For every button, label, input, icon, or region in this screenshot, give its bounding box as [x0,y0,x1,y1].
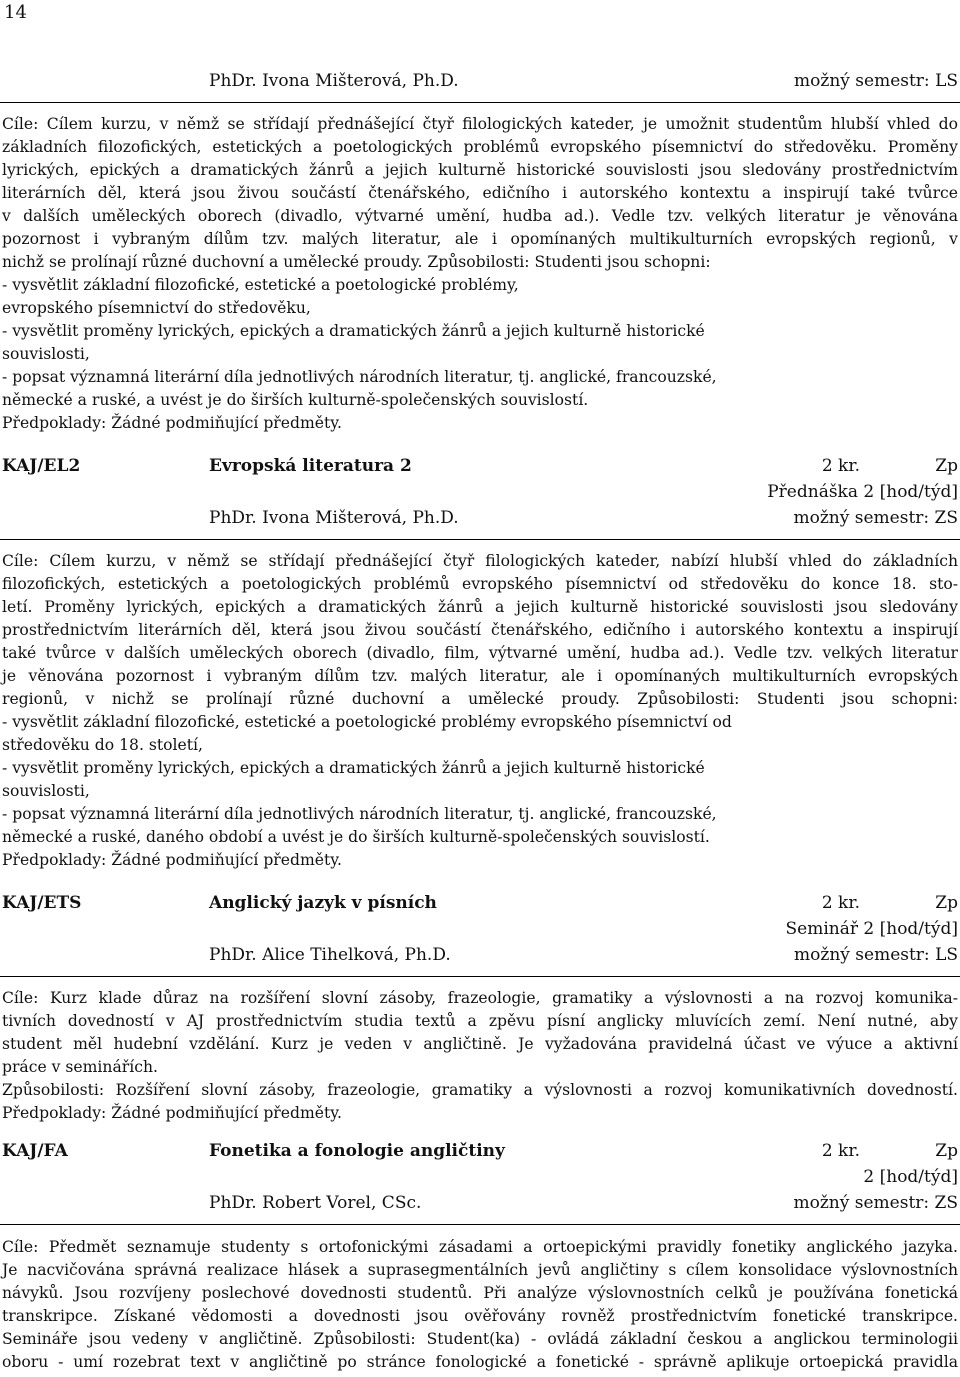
course-code: KAJ/ETS [2,893,82,913]
course-type: Zp [935,456,958,476]
course-credits: 2 kr. [821,893,860,913]
instructor-name: PhDr. Ivona Mišterová, Ph.D. [209,71,459,91]
course-hours: Seminář 2 [hod/týd] [785,919,958,939]
page-number: 14 [4,2,27,23]
text-line: středověku do 18. století, [2,736,203,754]
course-title: Anglický jazyk v písních [209,893,437,913]
instructor-name: PhDr. Alice Tihelková, Ph.D. [209,945,451,965]
text-line: transkripce. Získané vědomosti a dovednosti jsou ověřovány rovněž prostřednictvím fonetické transkripce. [2,1307,958,1325]
course-credits: 2 kr. [821,456,860,476]
text-line: Cíle: Cílem kurzu, v němž se střídají přednášející čtyř filologických kateder, je umožnit studentům hlubší vhled do [2,115,958,133]
instructor-name: PhDr. Robert Vorel, CSc. [209,1193,422,1213]
divider [0,1224,960,1225]
text-line: - vysvětlit základní filozofické, estetické a poetologické problémy, [2,276,519,294]
text-line: v dalších uměleckých oborech (divadlo, výtvarné umění, hudba ad.). Vedle tzv. velkých literatur je věnována [2,207,958,225]
course-type: Zp [935,1141,958,1161]
text-line: - vysvětlit proměny lyrických, epických a dramatických žánrů a jejich kulturně historické [2,322,705,340]
course-description [2,1236,958,1374]
semester-label: možný semestr: ZS [793,1193,958,1213]
instructor-row [209,1193,958,1213]
text-line: práce v seminářích. [2,1058,158,1076]
text-line: souvislosti, [2,345,90,363]
text-line: návyků. Jsou rozvíjeny poslechové dovednosti studentů. Při analýze výslovnostních celků je používána fonetická [2,1284,958,1302]
text-line: oboru - umí rozebrat text v angličtině po stránce fonologické a fonetické - správně aplikuje ortoepická pravidla [2,1353,958,1371]
course-hours: 2 [hod/týd] [863,1167,958,1187]
course-hours: Přednáška 2 [hod/týd] [767,482,958,502]
semester-label: možný semestr: LS [794,71,958,91]
text-line: letí. Proměny lyrických, epických a dramatických žánrů a jejich kulturně historické souvislosti jsou sledovány [2,598,958,616]
text-line: - vysvětlit proměny lyrických, epických a dramatických žánrů a jejich kulturně historické [2,759,705,777]
text-line: prostřednictvím literárních děl, která jsou živou součástí čtenářského, edičního i autorského kontextu a inspirují [2,621,958,639]
text-line: - popsat významná literární díla jednotlivých národních literatur, tj. anglické, francouzské, [2,368,717,386]
course-title: Evropská literatura 2 [209,456,412,476]
text-line: Předpoklady: Žádné podmiňující předměty. [2,851,342,869]
text-line: Předpoklady: Žádné podmiňující předměty. [2,414,342,432]
text-line: je věnována pozornost i vybraným dílům tzv. malých literatur, ale i opomínaných multikulturních evropských [2,667,958,685]
text-line: německé a ruské, daného období a uvést je do širších kulturně-společenských souvislostí. [2,828,710,846]
instructor-name: PhDr. Ivona Mišterová, Ph.D. [209,508,459,528]
text-line: Předpoklady: Žádné podmiňující předměty. [2,1104,342,1122]
text-line: Semináře jsou vedeny v angličtině. Způsobilosti: Student(ka) - ovládá základní českou a anglickou terminologii [2,1330,958,1348]
course-description [2,113,958,435]
text-line: také tvůrce v dalších uměleckých oborech (divadlo, film, výtvarné umění, hudba ad.). Vedle tzv. velkých literatur [2,644,958,662]
course-header [2,1141,958,1165]
course-credits: 2 kr. [821,1141,860,1161]
text-line: - vysvětlit základní filozofické, estetické a poetologické problémy evropského písemnictví od [2,713,732,731]
instructor-row [209,945,958,965]
text-line: základních filozofických, estetických a poetologických problémů evropského písemnictví do středověku. Proměny [2,138,958,156]
divider [0,976,960,977]
text-line: Způsobilosti: Rozšíření slovní zásoby, frazeologie, gramatiky a výslovnosti a rozvoj komunikativních dovedností. [2,1081,958,1099]
text-line: tivních dovedností v AJ prostřednictvím studia textů a zpěvu písní anglicky mluvících zemí. Není nutné, aby [2,1012,958,1030]
divider [0,539,960,540]
text-line: evropského písemnictví do středověku, [2,299,311,317]
text-line: filozofických, estetických a poetologických problémů evropského písemnictví od středověku do konce 18. sto- [2,575,958,593]
text-line: regionů, v nichž se prolínají různé duchovní a umělecké proudy. Způsobilosti: Studenti jsou schopni: [2,690,958,708]
text-line: Cíle: Cílem kurzu, v němž se střídají přednášející čtyř filologických kateder, nabízí hlubší vhled do základních [2,552,958,570]
course-code: KAJ/EL2 [2,456,81,476]
course-description [2,987,958,1125]
text-line: nichž se prolínají různé duchovní a umělecké proudy. Způsobilosti: Studenti jsou schopni: [2,253,711,271]
course-type: Zp [935,893,958,913]
course-header [2,456,958,480]
text-line: souvislosti, [2,782,90,800]
instructor-row [209,71,958,91]
semester-label: možný semestr: ZS [793,508,958,528]
text-line: pozornost i vybraným dílům tzv. malých literatur, ale i opomínaných multikulturních evropských regionů, v [2,230,958,248]
course-description [2,550,958,872]
course-code: KAJ/FA [2,1141,68,1161]
text-line: Cíle: Předmět seznamuje studenty s ortofonickými zásadami a ortoepickými pravidly fonetiky anglického jazyka. [2,1238,958,1256]
text-line: německé a ruské, a uvést je do širších kulturně-společenských souvislostí. [2,391,589,409]
text-line: Cíle: Kurz klade důraz na rozšíření slovní zásoby, frazeologie, gramatiky a výslovnosti a na rozvoj komunika- [2,989,958,1007]
text-line: student měl hudební vzdělání. Kurz je veden v angličtině. Je vyžadována pravidelná účast ve výuce a aktivní [2,1035,958,1053]
text-line: literárních děl, která jsou živou součástí čtenářského, edičního i autorského kontextu a inspirují také tvůrce [2,184,958,202]
text-line: - popsat významná literární díla jednotlivých národních literatur, tj. anglické, francouzské, [2,805,717,823]
semester-label: možný semestr: LS [794,945,958,965]
text-line: lyrických, epických a dramatických žánrů a jejich kulturně historické souvislosti jsou sledovány prostřednictvím [2,161,958,179]
divider [0,102,960,103]
instructor-row [209,508,958,528]
course-title: Fonetika a fonologie angličtiny [209,1141,505,1161]
course-header [2,893,958,917]
text-line: Je nacvičována správná realizace hlásek a suprasegmentálních jevů angličtiny s cílem konsolidace výslovnostních [2,1261,958,1279]
